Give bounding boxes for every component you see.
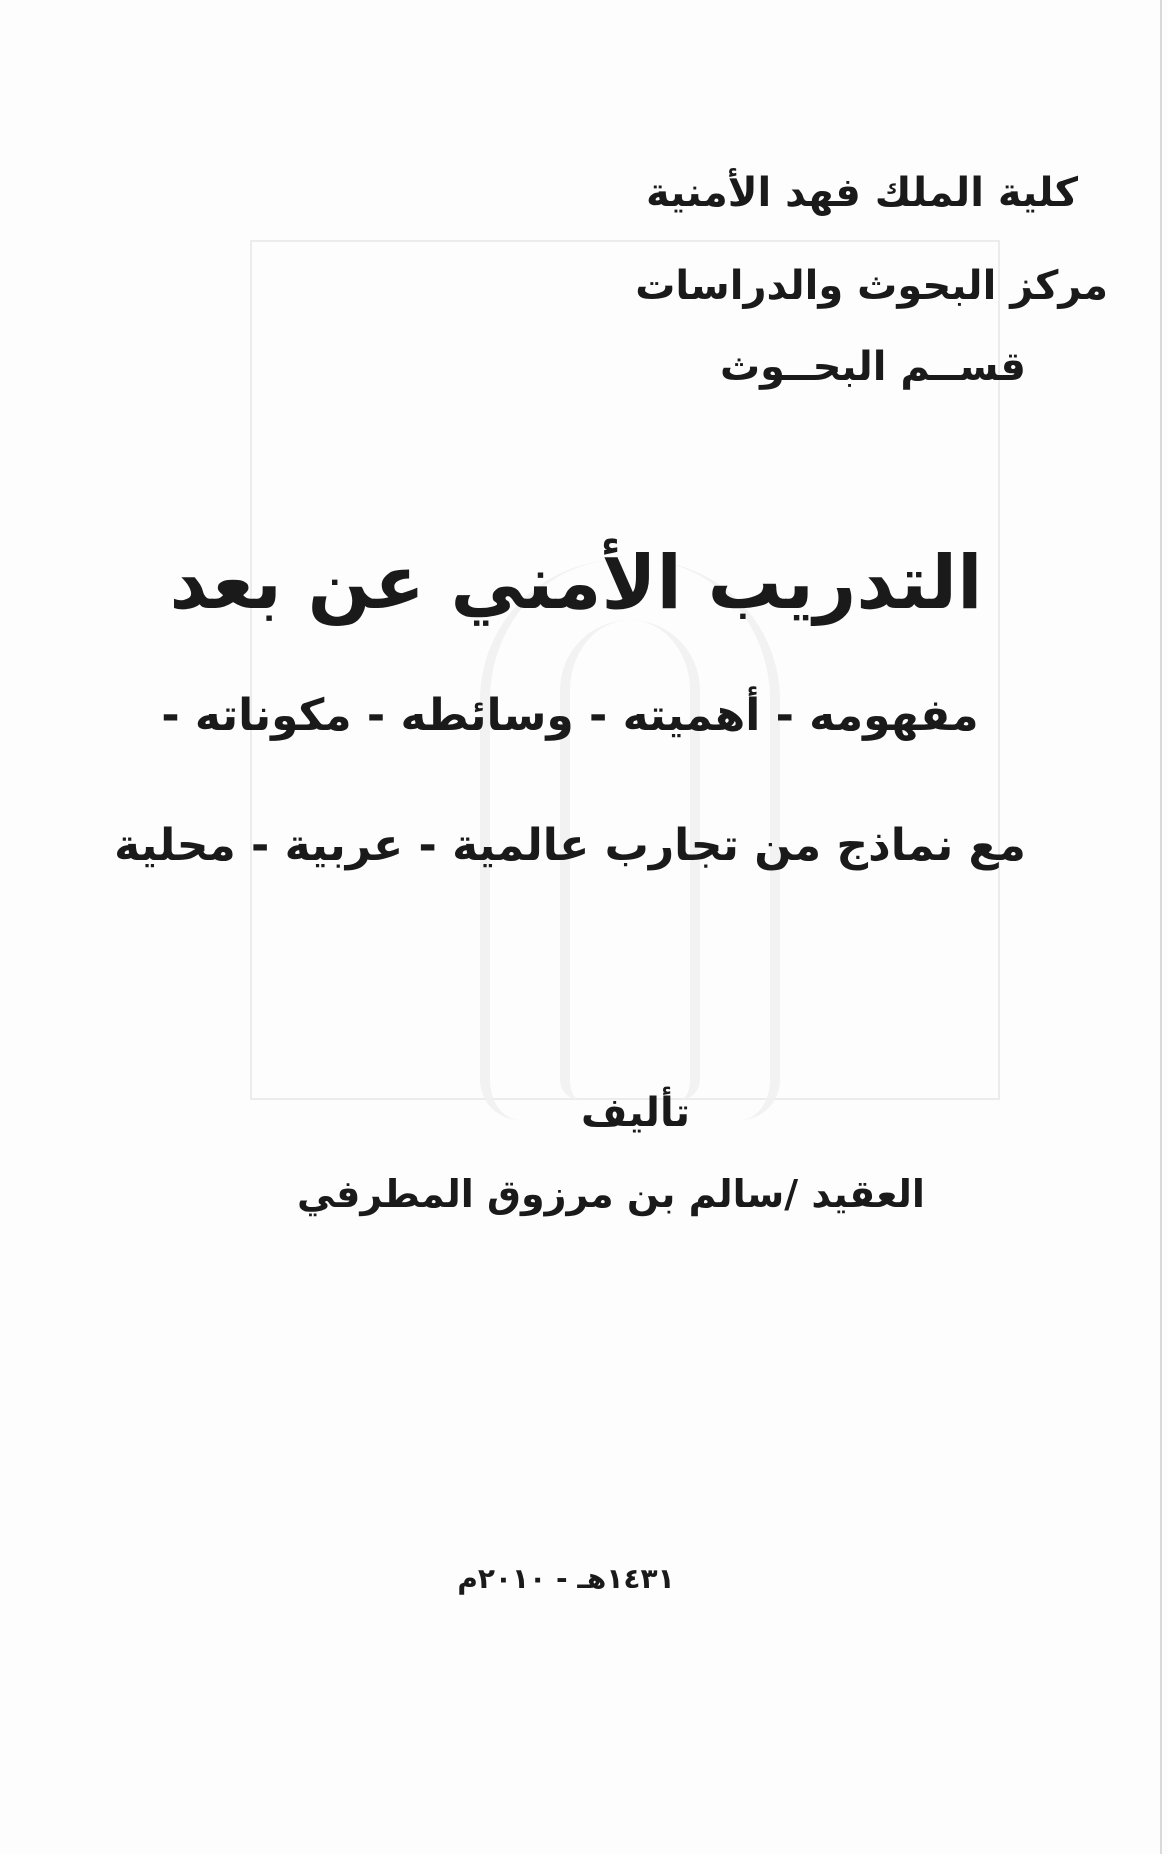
book-subtitle-line-2: مع نماذج من تجارب عالمية - عربية - محلية: [114, 820, 1026, 871]
authorship-label: تأليف: [580, 1090, 690, 1136]
department-name: قســم البحــوث: [719, 344, 1026, 390]
publication-date: ١٤٣١هـ - ٢٠١٠م: [457, 1562, 675, 1595]
author-name: العقيد /سالم بن مرزوق المطرفي: [297, 1172, 925, 1216]
book-subtitle-line-1: مفهومه - أهميته - وسائطه - مكوناته -: [161, 690, 979, 741]
research-center-name: مركز البحوث والدراسات: [635, 263, 1108, 309]
book-title: التدريب الأمني عن بعد: [169, 540, 983, 626]
institution-name: كلية الملك فهد الأمنية: [646, 170, 1078, 216]
